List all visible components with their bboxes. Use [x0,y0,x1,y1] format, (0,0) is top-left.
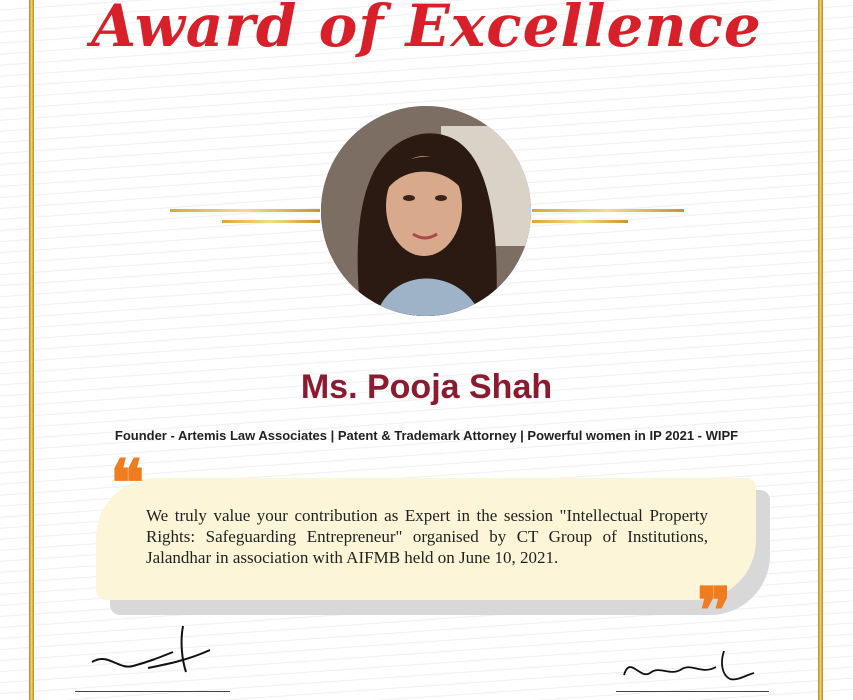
gold-divider-right-upper [532,209,684,212]
signature-line-right [616,691,769,692]
recipient-name: Ms. Pooja Shah [300,368,553,406]
signature-line-left [75,691,230,692]
certificate-title: Award of Excellence [91,0,762,60]
portrait-photo [321,106,531,316]
gold-divider-right-lower [532,220,628,223]
gold-divider-left-lower [222,220,320,223]
gold-border-right [818,0,823,700]
appreciation-text: We truly value your contribution as Expert in the session "Intellectual Property Rights: Safeguarding Entrepreneur" organised by CT Group of Institutions, Jalandhar in association with AIFMB held on June 10, 2021. [146,506,708,567]
gold-border-left [29,0,34,700]
recipient-credentials: Founder - Artemis Law Associates | Patent & Trademark Attorney | Powerful women in IP 2021 - WIPF [114,428,739,443]
close-quote-icon: ❞ [697,574,732,649]
open-quote-icon: ❝ [110,446,145,521]
gold-divider-left-upper [170,209,320,212]
